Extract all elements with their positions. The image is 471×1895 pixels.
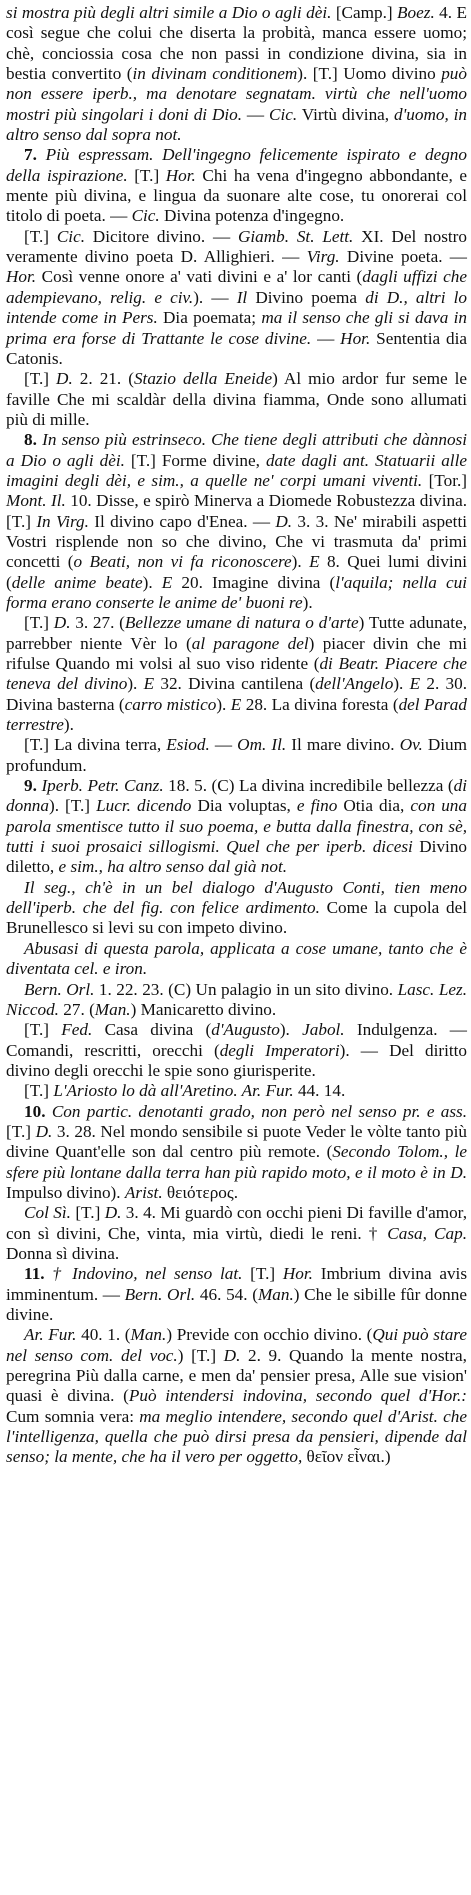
italic-text: o Beati, non vi fa riconoscere [73,552,292,572]
italic-text: Cic. [131,206,160,226]
italic-text: Jabol. [302,1020,345,1040]
entry-text: ). — [193,287,237,307]
entry-text: ). [216,694,231,714]
entry-text: 32. Divina cantilena ( [154,674,316,694]
italic-text: di D., altri lo intende come in Pers. [6,287,468,328]
italic-text: E [309,552,320,572]
entry-text: [Camp.] [331,3,398,22]
entry-text: Imbrium divina avis imminentum. — [6,1264,468,1304]
italic-text: del Parad terrestre [6,694,467,735]
italic-text: Lucr. dicendo [96,796,192,816]
italic-text: † Indovino, nel senso lat. [52,1264,243,1284]
italic-text: Man. [94,999,131,1019]
entry-paragraph [6,1102,467,1204]
entry-text: ). — Del diritto divino degli orecchi le spie sono giurisperite. [6,1040,467,1080]
italic-text: di donna [6,776,467,816]
sense-number: 10. [24,1101,52,1121]
entry-text: ) Manicaretto divino. [130,999,277,1019]
italic-text: e fino [296,796,338,816]
entry-text: 2. 21. ( [72,369,134,389]
entry-text: Sententia dia Catonis. [6,328,467,368]
italic-text: D. [275,511,293,531]
italic-text: si mostra più degli altri simile a Dio o agli dèi. [6,3,332,22]
sense-number: 7. [24,145,46,165]
entry-text: ). [T.] [48,796,97,816]
entry-text: Cum somnia vera: [6,1406,140,1426]
entry-text: Divine poeta. — [339,247,467,267]
entry-text: [Tor.] [422,470,467,490]
italic-text: Cic. [268,104,298,124]
italic-text: carro mistico [124,694,217,714]
entry-text: Chi ha vena d'ingegno abbondante, e mente più divina, e lingua da suonare alte cose, tu onorerai col titolo di poeta. — [6,165,468,226]
entry-text: ) [T.] [177,1345,224,1365]
entry-text: [T.] [24,1081,54,1101]
entry-paragraph [6,369,467,430]
italic-text: Man. [257,1284,294,1304]
italic-text: di Beatr. Piacere che teneva del divino [6,654,467,694]
italic-text: Col Sì. [24,1203,71,1223]
entry-text: — [311,328,341,348]
entry-text: 40. 1. ( [76,1325,131,1345]
entry-text: [T.] [70,1203,105,1223]
sense-number: 9. [24,776,42,796]
entry-text: 8. Quei lumi divini ( [6,552,468,592]
entry-text: ) Previde con occhio divino. ( [166,1325,373,1345]
entry-text: Casa divina ( [92,1020,212,1040]
entry-paragraph [6,1264,467,1325]
entry-text: [T.] La divina terra, [24,735,167,755]
entry-paragraph [6,1020,467,1081]
entry-text: ) Al mio ardor fur seme le faville Che mi scaldàr della divina fiamma, Onde sono allumati più di mille. [6,369,468,429]
entry-text: ). [279,1020,303,1040]
italic-text: Ov. [399,735,423,755]
italic-text: degli Imperatori [219,1040,340,1060]
italic-text: D. [53,613,71,633]
italic-text: Hor. [165,165,196,185]
italic-text: In Virg. [36,511,89,531]
entry-text: 27. ( [58,999,95,1019]
entry-text: ). [T.] Uomo divino [297,64,442,84]
italic-text: Può intendersi indovina, secondo quel d'Hor.: [128,1386,467,1406]
italic-text: E [409,674,421,694]
italic-text: In senso più estrinseco. Che tiene degli attributi che dànnosi a Dio o agli dèi. [6,430,468,470]
italic-text: E [143,674,155,694]
entry-text: ) piacer divin che mi rifulse Quando mi volsi al suo viso ridente ( [6,633,468,673]
italic-text: Ar. Fur. [24,1325,77,1345]
entry-text: ). [127,674,144,694]
italic-text: E [161,572,173,592]
entry-paragraph [6,1325,467,1467]
dictionary-entry-divino [6,3,467,1468]
entry-text: θεῖον εἶναι. [302,1447,385,1467]
entry-text: Il divino capo d'Enea. — [88,511,276,531]
entry-text: 3. 28. Nel mondo sensibile si puote Veder le vòlte tanto più divine Quant'elle son dal centro più remote. ( [6,1121,467,1162]
entry-text: θειότερος. [162,1182,238,1202]
entry-text: 3. 3. Ne' mirabili aspetti Vostri risplende non so che divino, Che vi trasmuta da' primi concetti ( [6,511,468,572]
entry-text: [T.] [242,1264,283,1284]
italic-text: Secondo Tolom., le sfere più lontane dalla terra han più rapido moto, e il moto è in D. [6,1142,467,1182]
entry-paragraph [6,878,467,939]
entry-text: [T.] [24,226,57,246]
italic-text: Bellezze umane di natura o d'arte [124,613,359,633]
entry-text: 3. 4. Mi guardò con occhi pieni Di faville d'amor, con sì divini, Che, vinta, mia virtù, diedi le reni. † [6,1203,467,1243]
entry-paragraph [6,227,467,369]
italic-text: dell'Angelo [315,674,394,694]
entry-text: [T.] [24,1020,62,1040]
entry-text: Divino poema [247,287,366,307]
entry-text: [T.] [6,1121,36,1141]
entry-paragraph [6,1203,467,1264]
entry-text: 2. 9. Quando la mente nostra, peregrina Più dalla carne, e men da' pensier presa, Alle sue vision' quasi è divina. ( [6,1345,467,1406]
italic-text: Hor. [6,267,37,287]
entry-text: ). [302,592,313,612]
italic-text: Iperb. Petr. Canz. [41,776,164,796]
entry-paragraph [6,776,467,878]
entry-text: Dicitore divino. — [85,226,238,246]
italic-text: delle anime beate [11,572,143,592]
entry-text: ). [63,715,74,735]
entry-text: 10. Disse, e spirò Minerva a Diomede Robustezza divina. [T.] [6,491,467,531]
entry-text: Dium profundum. [6,735,468,775]
entry-text: 1. 22. 23. (C) Un palagio in un sito divino. [94,979,398,999]
italic-text: ma il senso che gli si dava in prima era forse di Trattante le cose divine. [6,308,468,348]
italic-text: L'Ariosto lo dà all'Aretino. Ar. Fur. [53,1081,294,1101]
sense-number: 8. [24,430,43,450]
entry-text: 3. 27. ( [70,613,125,633]
italic-text: al paragone del [191,633,309,653]
italic-text: d'uomo, in altro senso dal sopra not. [6,104,467,145]
entry-text: Così venne onore a' vati divini e a' lor canti ( [36,267,363,287]
italic-text: Cic. [56,226,85,246]
entry-paragraph [6,145,467,226]
italic-text: Arist. [124,1182,163,1202]
entry-text: Impulso divino). [6,1182,125,1202]
italic-text: date dagli ant. Statuarii alle imagini degli dèi, e sim., a quelle ne' corpi umani viventi. [6,450,467,490]
entry-text: 46. 54. ( [195,1284,258,1304]
entry-text: Come la cupola del Brunellesco si levi su con impeto divino. [6,898,467,938]
entry-text: [T.] [24,613,54,633]
italic-text: Il seg., ch'è in un bel dialogo d'Augusto Conti, tien meno dell'iperb. che del fig. con felice ardimento. [6,877,467,918]
italic-text: D. [35,1121,53,1141]
italic-text: in divinam conditionem [132,64,298,84]
entry-paragraph [6,613,467,735]
entry-paragraph [6,1081,467,1101]
italic-text: con una parola smentisce tutto il suo poema, e butta dalla finestra, con sè, tutti i suoi prosaici sillogismi. Quel che per iperb. dicesi [6,796,467,857]
italic-text: Bern. Orl. [124,1284,196,1304]
entry-text: XI. Del nostro veramente divino poeta D. Allighieri. — [6,226,467,267]
italic-text: D. [104,1203,122,1223]
italic-text: Esiod. [166,735,210,755]
entry-text: 4. E così segue che colui che diserta la probità, manca essere uomo; chè, conciossia cosa che non passi in condizione divina, sia in bestia convertito ( [6,3,467,84]
italic-text: Qui può stare nel senso com. del voc. [6,1325,467,1365]
italic-text: D. [223,1345,241,1365]
italic-text: ma meglio intendere, secondo quel d'Arist. che l'intelligenza, quella che può dirsi presa da pensieri, dipende dal senso; la mente, che ha il vero per oggetto, [6,1406,467,1467]
entry-paragraph [6,735,467,776]
italic-text: Hor. [340,328,371,348]
entry-text: Il mare divino. [286,735,400,755]
italic-text: Giamb. St. Lett. [237,226,354,246]
italic-text: e sim., ha altro senso dal già not. [58,857,288,877]
italic-text: Bern. Orl. [24,979,95,999]
entry-text: Donna sì divina. [6,1243,120,1263]
entry-text: Dia poemata; [157,308,262,328]
entry-text: 2. 30. Divina basterna ( [6,674,467,714]
italic-text: Boez. [397,3,435,22]
entry-text: Divino diletto, [6,837,468,877]
entry-text: Divina potenza d'ingegno. [159,206,345,226]
entry-paragraph [6,430,467,613]
italic-text: Casa, Cap. [387,1223,467,1243]
italic-text: Con partic. denotanti grado, non però nel senso pr. e ass. [51,1101,468,1121]
italic-text: Lasc. Lez. Niccod. [6,979,467,1019]
entry-text: ). [291,552,310,572]
entry-paragraph [6,3,467,145]
entry-text: 28. La divina foresta ( [241,694,399,714]
sense-number: 11. [24,1264,53,1284]
italic-text: Man. [130,1325,167,1345]
italic-text: Hor. [282,1264,313,1284]
italic-text: Abusasi di questa parola, applicata a cose umane, tanto che è diventata cel. e iron. [6,938,467,979]
italic-text: D. [56,369,73,389]
italic-text: Fed. [61,1020,93,1040]
entry-text: ). [142,572,162,592]
entry-text: — [209,735,238,755]
entry-text: [T.] [127,165,166,185]
entry-text: Otia dia, [337,796,411,816]
italic-text: Stazio della Eneide [133,369,273,389]
entry-text: [T.] Forme divine, [124,450,266,470]
entry-paragraph [6,939,467,980]
entry-text: — [242,104,269,124]
italic-text: d'Augusto [211,1020,280,1040]
italic-text: Più espressam. Dell'ingegno felicemente ispirato e degno della ispirazione. [6,145,467,185]
italic-text: Virg. [306,247,340,267]
italic-text: l'aquila; nella cui forma erano conserte le anime de' buoni re [6,572,467,612]
entry-text: ). [393,674,410,694]
italic-text: dagli uffizi che adempievano, relig. e civ. [6,267,467,307]
entry-text: ) [384,1447,391,1467]
entry-text: 44. 14. [293,1081,346,1101]
entry-text: ) Tutte adunate, parrebber niente Vèr lo ( [6,613,467,653]
entry-text: 18. 5. (C) La divina incredibile bellezza ( [163,776,454,796]
entry-paragraph [6,980,467,1021]
italic-text: Il [236,287,248,307]
entry-text: ) Che le sibille fûr donne divine. [6,1284,467,1324]
entry-text: [T.] [24,369,57,389]
italic-text: E [230,694,242,714]
entry-text: 20. Imagine divina ( [172,572,336,592]
italic-text: può non essere iperb., ma denotare segnatam. virtù che nell'uomo mostri più singolari i doni di Dio. [6,64,467,124]
entry-text: Dia voluptas, [191,796,297,816]
italic-text: Mont. Il. [6,491,66,511]
entry-text: Virtù divina, [297,104,394,124]
entry-text: Indulgenza. — Comandi, rescritti, orecchi ( [6,1020,467,1060]
italic-text: Om. Il. [237,735,287,755]
